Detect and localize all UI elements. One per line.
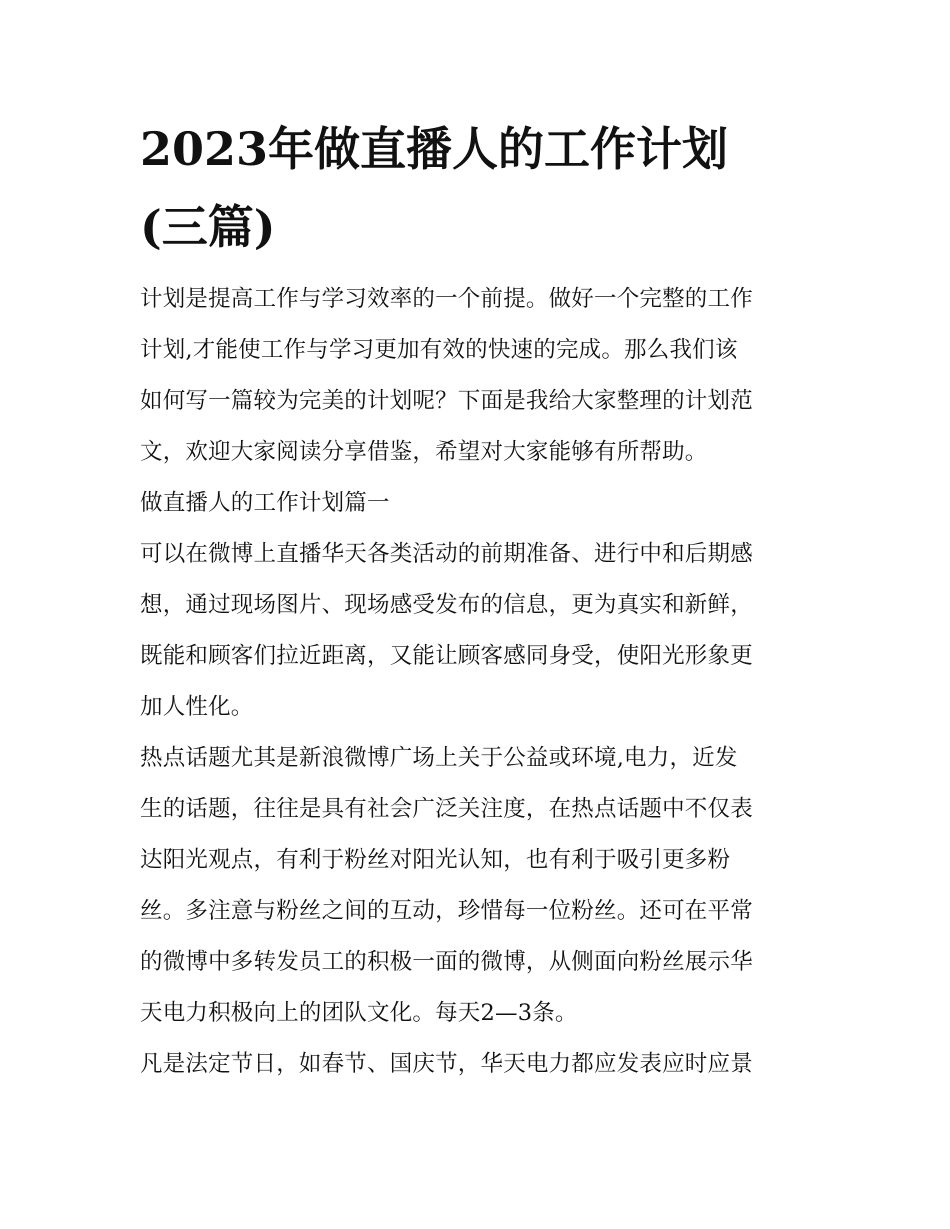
text-line: 计划是提高工作与学习效率的一个前提。做好一个完整的工作 xyxy=(140,286,753,312)
text-line: 的微博中多转发员工的积极一面的微博，从侧面向粉丝展示华 xyxy=(140,949,753,975)
body-paragraph xyxy=(140,529,820,733)
document-title xyxy=(140,110,820,266)
text-line: 凡是法定节日，如春节、国庆节，华天电力都应发表应时应景 xyxy=(140,1051,753,1077)
body-paragraph xyxy=(140,1039,820,1090)
text-line: 丝。多注意与粉丝之间的互动，珍惜每一位粉丝。还可在平常 xyxy=(140,898,753,924)
text-line: 可以在微博上直播华天各类活动的前期准备、进行中和后期感 xyxy=(140,541,753,567)
text-line: 如何写一篇较为完美的计划呢？下面是我给大家整理的计划范 xyxy=(140,388,753,414)
title-line: 2023年做直播人的工作计划 xyxy=(140,122,729,176)
text-line: 达阳光观点，有利于粉丝对阳光认知，也有利于吸引更多粉 xyxy=(140,847,731,873)
text-line: 热点话题尤其是新浪微博广场上关于公益或环境,电力，近发 xyxy=(140,745,738,771)
intro-paragraph xyxy=(140,274,820,478)
text-line: 计划,才能使工作与学习更加有效的快速的完成。那么我们该 xyxy=(140,337,738,363)
text-line: 生的话题，往往是具有社会广泛关注度，在热点话题中不仅表 xyxy=(140,796,753,822)
text-line: 既能和顾客们拉近距离，又能让顾客感同身受，使阳光形象更 xyxy=(140,643,753,669)
text-line: 文，欢迎大家阅读分享借鉴，希望对大家能够有所帮助。 xyxy=(140,439,708,465)
text-line: 做直播人的工作计划篇一 xyxy=(140,490,390,516)
document-page xyxy=(140,110,820,1090)
title-line: (三篇) xyxy=(140,200,276,254)
body-paragraph xyxy=(140,733,820,1039)
section-heading xyxy=(140,478,820,529)
text-line: 天电力积极向上的团队文化。每天2—3条。 xyxy=(140,1000,578,1026)
text-line: 想，通过现场图片、现场感受发布的信息，更为真实和新鲜， xyxy=(140,592,753,618)
text-line: 加人性化。 xyxy=(140,694,254,720)
